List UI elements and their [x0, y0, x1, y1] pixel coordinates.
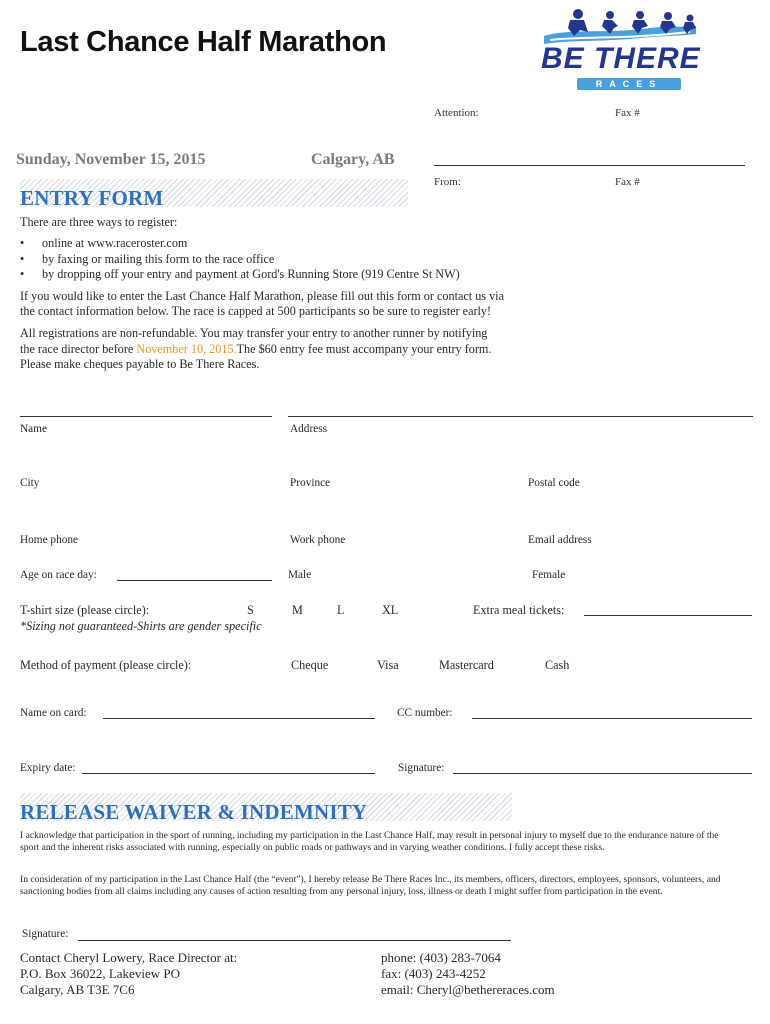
payment-option-cheque[interactable]: Cheque: [291, 658, 329, 672]
contact-line-1: Contact Cheryl Lowery, Race Director at:: [20, 950, 238, 965]
signature-input-line[interactable]: [453, 773, 752, 774]
deadline-date: November 10, 2015.: [136, 342, 237, 356]
province-label: Province: [290, 477, 331, 489]
name-on-card-input-line[interactable]: [103, 718, 375, 719]
bullet-icon: •: [20, 267, 25, 281]
fax-number-label-1: Fax #: [615, 107, 640, 119]
fax-header-divider: [434, 165, 745, 166]
refund-paragraph-line-1: All registrations are non-refundable. You may transfer your entry to another runner by notifying: [20, 326, 488, 340]
contact-phone: phone: (403) 283-7064: [381, 950, 501, 965]
cc-number-label: CC number:: [397, 707, 453, 719]
release-waiver-heading: RELEASE WAIVER & INDEMNITY: [20, 800, 368, 824]
refund-paragraph-line-2: [20, 342, 491, 357]
address-label: Address: [290, 423, 328, 435]
postal-code-label: Postal code: [528, 477, 580, 489]
fax-number-label-2: Fax #: [615, 176, 640, 188]
registration-intro: There are three ways to register:: [20, 215, 178, 229]
gender-female-option[interactable]: Female: [532, 569, 566, 581]
payment-method-label: Method of payment (please circle):: [20, 658, 192, 672]
contact-line-2: P.O. Box 36022, Lakeview PO: [20, 966, 180, 981]
payment-option-visa[interactable]: Visa: [377, 658, 399, 672]
meal-tickets-input-line[interactable]: [584, 615, 752, 616]
registration-option-1: online at www.raceroster.com: [42, 236, 188, 250]
page-title: Last Chance Half Marathon: [20, 26, 387, 58]
refund-text-pre: the race director before: [20, 342, 137, 356]
size-option-xl[interactable]: XL: [382, 603, 399, 617]
sizing-note: *Sizing not guaranteed-Shirts are gender specific: [20, 619, 262, 633]
payment-option-cash[interactable]: Cash: [545, 658, 570, 672]
home-phone-label: Home phone: [20, 534, 79, 546]
name-label: Name: [20, 423, 47, 435]
registration-option-2: by faxing or mailing this form to the race office: [42, 252, 275, 266]
waiver-signature-label: Signature:: [22, 928, 69, 940]
size-option-m[interactable]: M: [292, 603, 303, 617]
attention-label: Attention:: [434, 107, 479, 119]
waiver-signature-input-line[interactable]: [78, 940, 511, 941]
age-input-line[interactable]: [117, 580, 272, 581]
meal-tickets-label: Extra meal tickets:: [473, 603, 565, 617]
waiver-paragraph-2: In consideration of my participation in the Last Chance Half (the “event”), I hereby release Be There Races Inc., its members, officers, directors, employees, sponsors, volunteers, and sanctioning bodies from all claims including any causes of action resulting from any personal injury, loss, illness or death I might suffer from participation in the event.: [20, 874, 721, 897]
name-on-card-label: Name on card:: [20, 707, 87, 719]
registration-option-3: by dropping off your entry and payment at Gord's Running Store (919 Centre St NW): [42, 267, 460, 281]
bullet-icon: •: [20, 236, 25, 250]
signature-label: Signature:: [398, 762, 445, 774]
city-label: City: [20, 477, 40, 489]
race-date: Sunday, November 15, 2015: [16, 151, 206, 168]
info-paragraph-line-1: If you would like to enter the Last Chance Half Marathon, please fill out this form or contact us via: [20, 289, 504, 303]
tshirt-size-label: T-shirt size (please circle):: [20, 603, 150, 617]
size-option-l[interactable]: L: [337, 603, 345, 617]
age-label: Age on race day:: [20, 569, 97, 581]
contact-line-3: Calgary, AB T3E 7C6: [20, 982, 135, 997]
waiver-paragraph-1: I acknowledge that participation in the sport of running, including my participation in the Last Chance Half, may result in personal injury to myself due to the endurance nature of the sport and the inherent risks associated with running, especially on public roads or pathways and in varying weather conditions. I fully accept these risks.: [20, 830, 719, 853]
logo-wordmark: BE THERE: [541, 42, 701, 75]
bullet-icon: •: [20, 252, 25, 266]
expiry-date-input-line[interactable]: [82, 773, 375, 774]
size-option-s[interactable]: S: [247, 603, 254, 617]
gender-male-option[interactable]: Male: [288, 569, 312, 581]
from-label: From:: [434, 176, 461, 188]
refund-text-post: The $60 entry fee must accompany your entry form.: [236, 342, 492, 356]
cheque-instruction: Please make cheques payable to Be There Races.: [20, 357, 260, 371]
name-input-line[interactable]: [20, 416, 272, 417]
contact-fax: fax: (403) 243-4252: [381, 966, 486, 981]
race-location: Calgary, AB: [311, 151, 395, 168]
payment-option-mastercard[interactable]: Mastercard: [439, 658, 494, 672]
address-input-line[interactable]: [288, 416, 753, 417]
cc-number-input-line[interactable]: [472, 718, 752, 719]
expiry-date-label: Expiry date:: [20, 762, 76, 774]
info-paragraph-line-2: the contact information below. The race is capped at 500 participants so be sure to register early!: [20, 304, 492, 318]
contact-email[interactable]: email: Cheryl@bethereraces.com: [381, 982, 555, 997]
entry-form-heading: ENTRY FORM: [20, 186, 164, 210]
work-phone-label: Work phone: [290, 534, 346, 546]
logo-races-bar: RACES: [577, 78, 681, 90]
email-label: Email address: [528, 534, 592, 546]
